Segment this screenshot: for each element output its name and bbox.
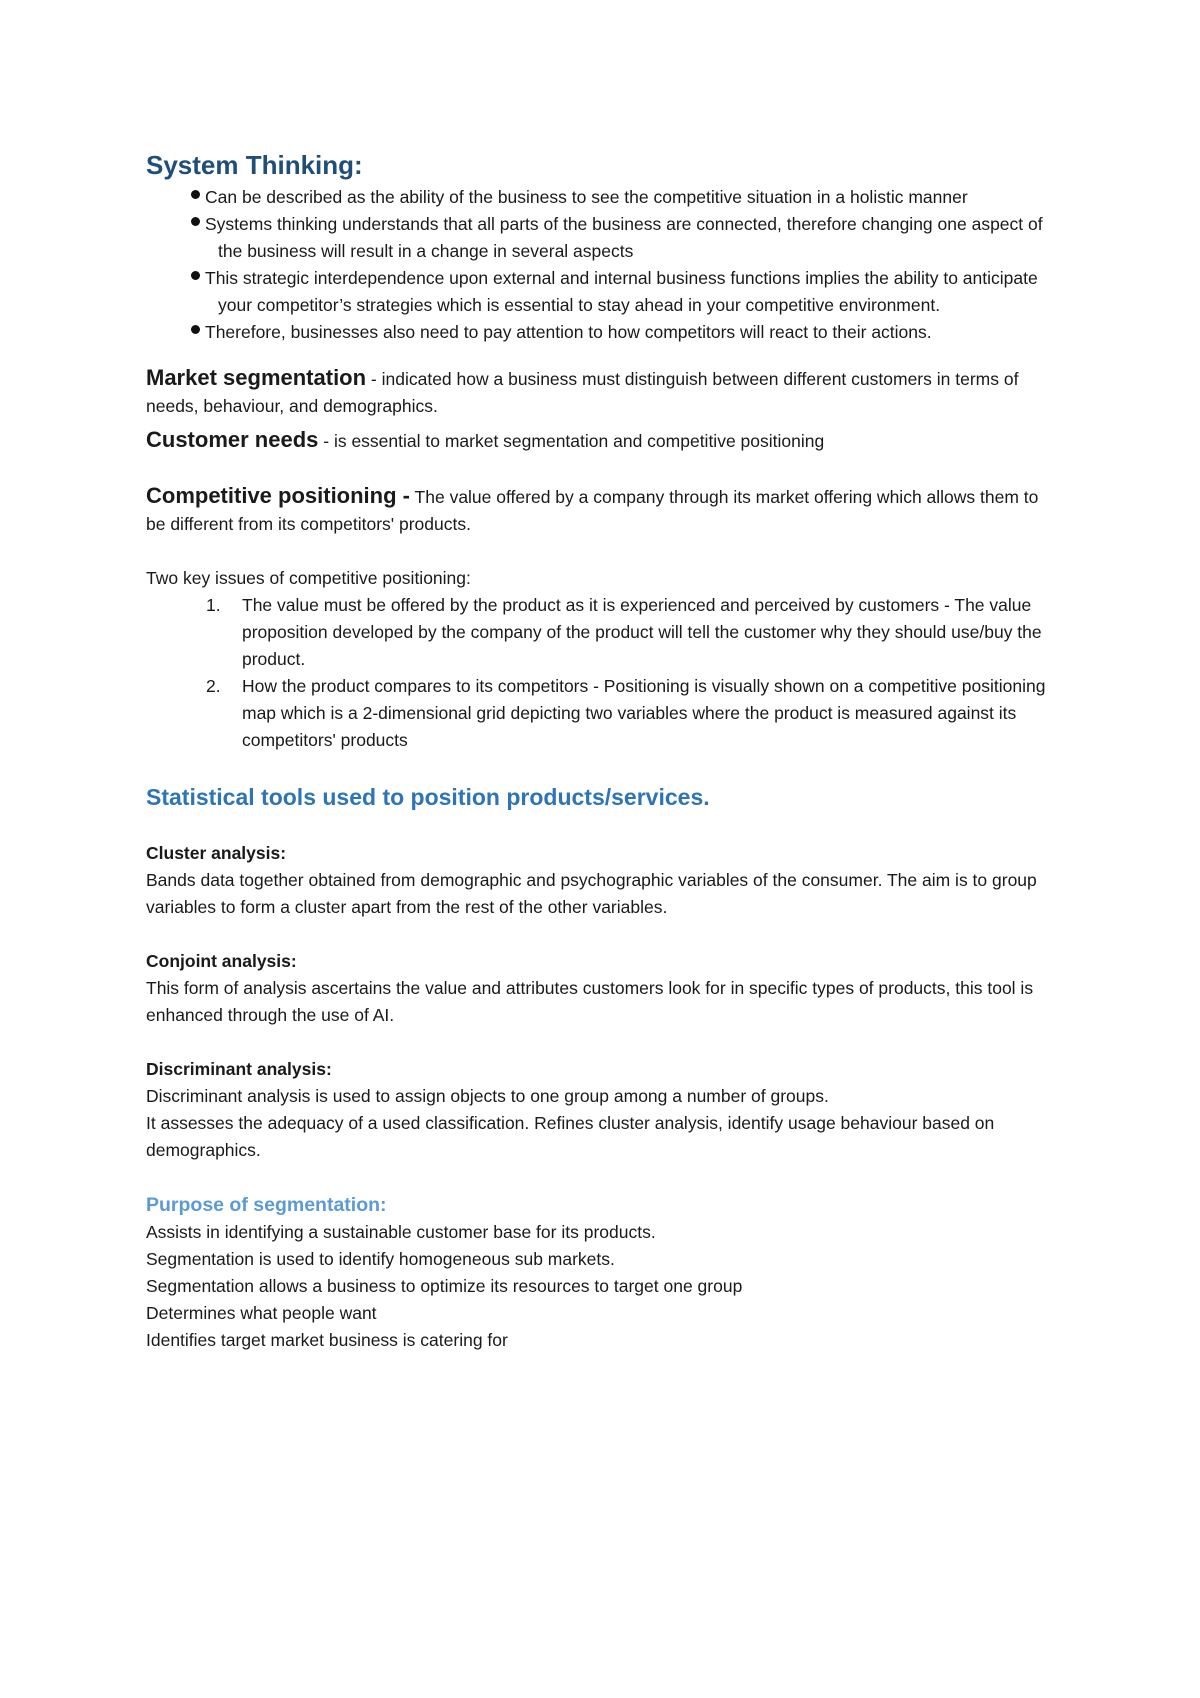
- conjoint-analysis-title: Conjoint analysis:: [146, 951, 297, 971]
- customer-needs-term: Customer needs: [146, 427, 319, 452]
- market-segmentation-definition: - indicated how a business must distinguish between different customers in terms of needs, behaviour, and demographics.: [146, 369, 1019, 416]
- system-thinking-list: [146, 184, 1056, 346]
- cluster-analysis-text: Bands data together obtained from demographic and psychographic variables of the consumer. The aim is to group variables to form a cluster apart from the rest of the other variables.: [146, 870, 1037, 917]
- bullet-icon: [191, 217, 200, 226]
- list-item-text: How the product compares to its competitors - Positioning is visually shown on a competitive positioning map which is a 2-dimensional grid depicting two variables where the product is measured against its competitors' products: [242, 676, 1046, 750]
- list-item-text: Systems thinking understands that all parts of the business are connected, therefore changing one aspect of the business will result in a change in several aspects: [205, 214, 1043, 261]
- list-item-text: Can be described as the ability of the business to see the competitive situation in a holistic manner: [205, 187, 968, 207]
- customer-needs-definition: - is essential to market segmentation and competitive positioning: [318, 431, 825, 451]
- list-item-text: The value must be offered by the product as it is experienced and perceived by customers - The value proposition developed by the company of the product will tell the customer why they should use/buy the product.: [242, 595, 1042, 669]
- document-page: [146, 148, 1056, 1354]
- list-item: [146, 184, 1056, 211]
- cluster-analysis-title: Cluster analysis:: [146, 843, 287, 863]
- purpose-line: Assists in identifying a sustainable customer base for its products.: [146, 1222, 656, 1242]
- bullet-icon: [191, 271, 200, 280]
- key-issues-intro: Two key issues of competitive positioning:: [146, 568, 471, 588]
- discriminant-analysis-line-2: It assesses the adequacy of a used classification. Refines cluster analysis, identify usage behaviour based on demographics.: [146, 1113, 995, 1160]
- purpose-line: Segmentation is used to identify homogeneous sub markets.: [146, 1249, 615, 1269]
- statistical-tools-heading: Statistical tools used to position products/services.: [146, 784, 710, 810]
- bullet-icon: [191, 190, 200, 199]
- list-number: 1.: [206, 595, 221, 615]
- discriminant-analysis-title: Discriminant analysis:: [146, 1059, 332, 1079]
- discriminant-analysis-line-1: Discriminant analysis is used to assign objects to one group among a number of groups.: [146, 1086, 829, 1106]
- conjoint-analysis-text: This form of analysis ascertains the value and attributes customers look for in specific types of products, this tool is enhanced through the use of AI.: [146, 978, 1034, 1025]
- list-item: [146, 673, 1056, 754]
- list-item: [146, 211, 1056, 265]
- key-issues-list: [146, 592, 1056, 754]
- market-segmentation-term: Market segmentation: [146, 365, 367, 390]
- system-thinking-heading: System Thinking:: [146, 150, 363, 180]
- list-item: [146, 592, 1056, 673]
- list-item: [146, 319, 1056, 346]
- bullet-icon: [191, 325, 200, 334]
- list-item-text: Therefore, businesses also need to pay attention to how competitors will react to their actions.: [205, 322, 932, 342]
- competitive-positioning-paragraph: [146, 482, 1056, 538]
- purpose-line: Determines what people want: [146, 1303, 377, 1323]
- purpose-line: Identifies target market business is catering for: [146, 1330, 508, 1350]
- market-segmentation-paragraph: [146, 364, 1056, 420]
- customer-needs-paragraph: [146, 426, 1056, 455]
- purpose-heading: Purpose of segmentation:: [146, 1194, 387, 1216]
- list-item: [146, 265, 1056, 319]
- competitive-positioning-term: Competitive positioning -: [146, 483, 410, 508]
- purpose-line: Segmentation allows a business to optimize its resources to target one group: [146, 1276, 743, 1296]
- list-item-text: This strategic interdependence upon external and internal business functions implies the ability to anticipate your competitor’s strategies which is essential to stay ahead in your competitive environment.: [205, 268, 1038, 315]
- list-number: 2.: [206, 676, 221, 696]
- competitive-positioning-definition: The value offered by a company through its market offering which allows them to be different from its competitors' products.: [146, 487, 1039, 534]
